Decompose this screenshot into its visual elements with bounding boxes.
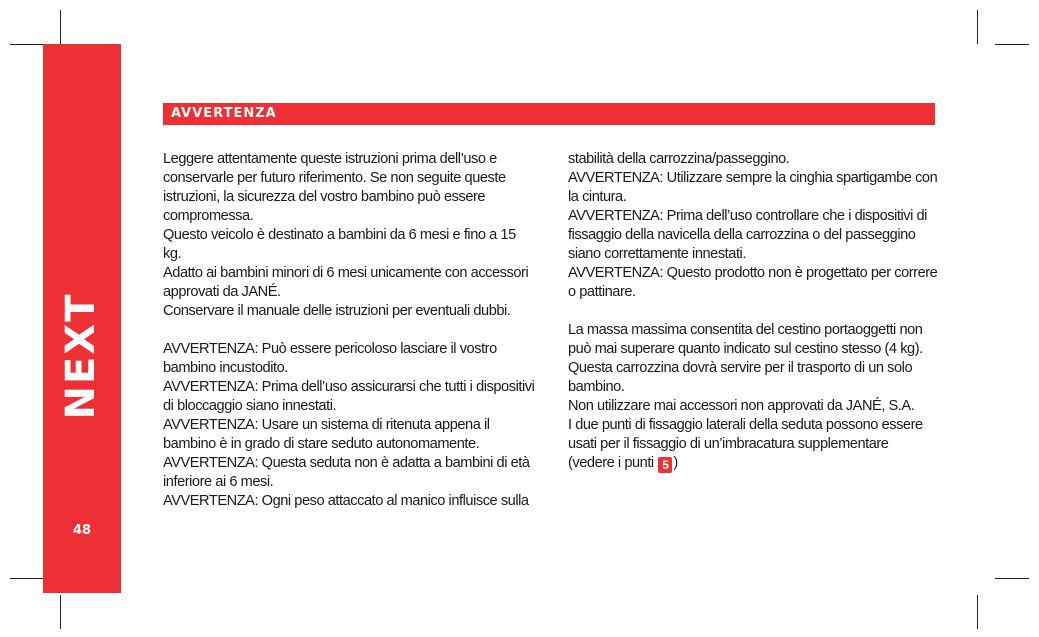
page-number: 48 <box>72 523 92 538</box>
paragraph: AVVERTENZA: Questo prodotto non è progettato per correre o pattinare. <box>568 265 938 300</box>
crop-mark <box>995 578 1029 579</box>
spacer <box>163 321 535 340</box>
spacer <box>568 302 940 321</box>
paragraph: La massa massima consentita del cestino portaoggetti non può mai superare quanto indicato sul cestino stesso (4 kg). <box>568 322 923 357</box>
reference-suffix: ) <box>673 455 678 471</box>
crop-mark <box>60 10 61 44</box>
brand-title: NEXT <box>58 292 104 420</box>
paragraph: AVVERTENZA: Ogni peso attaccato al manico influisce sulla <box>163 493 529 509</box>
crop-mark <box>10 44 44 45</box>
paragraph: Questo veicolo è destinato a bambini da 6 mesi e fino a 15 kg. <box>163 227 516 262</box>
paragraph: AVVERTENZA: Prima dell’uso assicurarsi che tutti i dispositivi di bloccaggio siano innestati. <box>163 379 535 414</box>
sidebar <box>43 44 121 593</box>
crop-mark <box>60 595 61 629</box>
paragraph: Questa carrozzina dovrà servire per il trasporto di un solo bambino. <box>568 360 913 395</box>
paragraph: Conservare il manuale delle istruzioni per eventuali dubbi. <box>163 303 511 319</box>
paragraph: stabilità della carrozzina/passeggino. <box>568 151 790 167</box>
section-title: AVVERTENZA <box>171 106 277 121</box>
left-column <box>163 150 535 511</box>
reference-badge: 5 <box>658 457 672 473</box>
paragraph: AVVERTENZA: Questa seduta non è adatta a bambini di età inferiore ai 6 mesi. <box>163 455 530 490</box>
paragraph: Adatto ai bambini minori di 6 mesi unicamente con accessori approvati da JANÉ. <box>163 265 529 300</box>
crop-mark <box>977 10 978 44</box>
paragraph: AVVERTENZA: Utilizzare sempre la cinghia spartigambe con la cintura. <box>568 170 938 205</box>
paragraph: Non utilizzare mai accessori non approvati da JANÉ, S.A. <box>568 398 915 414</box>
paragraph: AVVERTENZA: Prima dell’uso controllare che i dispositivi di fissaggio della navicella della carrozzina o del passeggino siano correttamente innestati. <box>568 208 927 262</box>
paragraph: I due punti di fissaggio laterali della seduta possono essere usati per il fissaggio di un’imbracatura supplementare <box>568 417 923 452</box>
crop-mark <box>977 595 978 629</box>
right-column <box>568 150 940 473</box>
paragraph: AVVERTENZA: Può essere pericoloso lasciare il vostro bambino incustodito. <box>163 341 497 376</box>
section-banner <box>163 103 935 125</box>
paragraph: Leggere attentamente queste istruzioni prima dell’uso e conservarle per futuro riferimento. Se non seguite queste istruzioni, la sicurezza del vostro bambino può essere compromessa. <box>163 151 506 224</box>
crop-mark <box>10 578 44 579</box>
paragraph: AVVERTENZA: Usare un sistema di ritenuta appena il bambino è in grado di stare seduto autonomamente. <box>163 417 490 452</box>
crop-mark <box>995 44 1029 45</box>
reference-prefix: (vedere i punti <box>568 455 658 471</box>
reference-line <box>568 454 940 473</box>
